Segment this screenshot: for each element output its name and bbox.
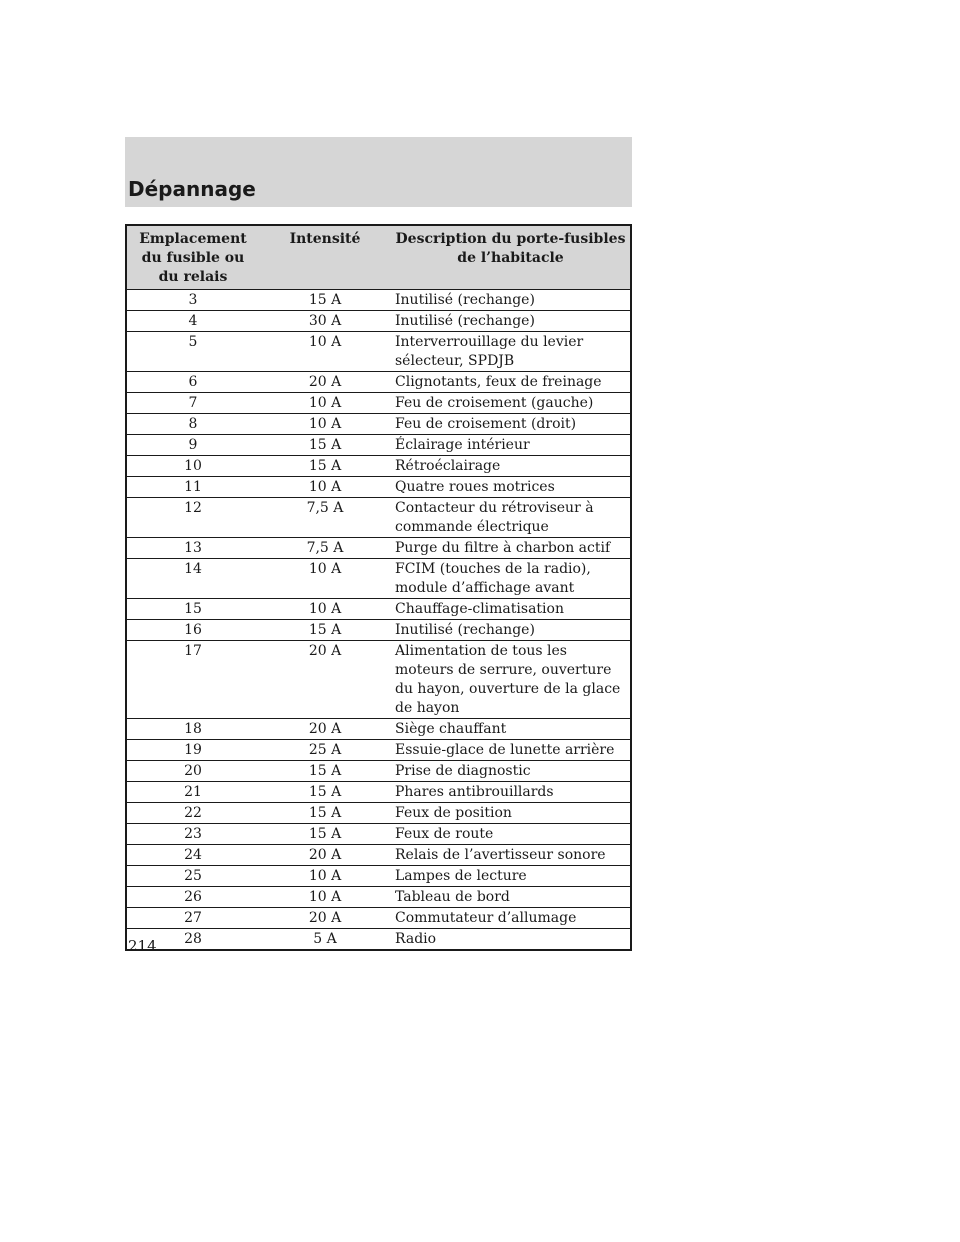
fuse-description: Rétroéclairage <box>391 456 631 477</box>
fuse-description: Relais de l’avertisseur sonore <box>391 845 631 866</box>
fuse-location: 27 <box>126 908 259 929</box>
fuse-location: 8 <box>126 414 259 435</box>
table-row <box>126 803 631 824</box>
section-title: Dépannage <box>128 177 256 201</box>
fuse-location: 12 <box>126 498 259 538</box>
table-row <box>126 599 631 620</box>
fuse-description: Lampes de lecture <box>391 866 631 887</box>
fuse-amperage: 15 A <box>259 290 391 311</box>
fuse-description: FCIM (touches de la radio), module d’affichage avant <box>391 559 631 599</box>
table-row <box>126 498 631 538</box>
fuse-location: 11 <box>126 477 259 498</box>
fuse-amperage: 10 A <box>259 559 391 599</box>
fuse-description: Feux de position <box>391 803 631 824</box>
fuse-location: 20 <box>126 761 259 782</box>
fuse-amperage: 10 A <box>259 332 391 372</box>
fuse-location: 15 <box>126 599 259 620</box>
fuse-location: 3 <box>126 290 259 311</box>
table-row <box>126 414 631 435</box>
column-header-location: Emplacement du fusible ou du relais <box>126 225 259 290</box>
fuse-description: Éclairage intérieur <box>391 435 631 456</box>
fuse-description: Feu de croisement (droit) <box>391 414 631 435</box>
fuse-amperage: 20 A <box>259 641 391 719</box>
fuse-amperage: 10 A <box>259 477 391 498</box>
fuse-description: Prise de diagnostic <box>391 761 631 782</box>
fuse-location: 6 <box>126 372 259 393</box>
fuse-amperage: 20 A <box>259 719 391 740</box>
fuse-location: 23 <box>126 824 259 845</box>
fuse-description: Inutilisé (rechange) <box>391 620 631 641</box>
fuse-description: Essuie-glace de lunette arrière <box>391 740 631 761</box>
fuse-location: 13 <box>126 538 259 559</box>
fuse-amperage: 25 A <box>259 740 391 761</box>
fuse-location: 24 <box>126 845 259 866</box>
fuse-amperage: 15 A <box>259 620 391 641</box>
table-row <box>126 435 631 456</box>
fuse-amperage: 15 A <box>259 435 391 456</box>
fuse-description: Feux de route <box>391 824 631 845</box>
table-row <box>126 538 631 559</box>
table-row <box>126 311 631 332</box>
page-number: 214 <box>128 937 157 955</box>
fuse-amperage: 7,5 A <box>259 498 391 538</box>
fuse-location: 16 <box>126 620 259 641</box>
fuse-amperage: 10 A <box>259 393 391 414</box>
table-row <box>126 332 631 372</box>
table-row <box>126 887 631 908</box>
table-row <box>126 372 631 393</box>
fuse-location: 14 <box>126 559 259 599</box>
fuse-amperage: 10 A <box>259 887 391 908</box>
fuse-description: Clignotants, feux de freinage <box>391 372 631 393</box>
table-row <box>126 641 631 719</box>
table-row <box>126 782 631 803</box>
fuse-description: Quatre roues motrices <box>391 477 631 498</box>
fuse-amperage: 10 A <box>259 599 391 620</box>
fuse-location: 9 <box>126 435 259 456</box>
table-row <box>126 719 631 740</box>
fuse-description: Commutateur d’allumage <box>391 908 631 929</box>
table-header-row <box>126 225 631 290</box>
fuse-description: Inutilisé (rechange) <box>391 290 631 311</box>
fuse-description: Phares antibrouillards <box>391 782 631 803</box>
fuse-location: 4 <box>126 311 259 332</box>
table-row <box>126 456 631 477</box>
fuse-description: Purge du filtre à charbon actif <box>391 538 631 559</box>
table-row <box>126 929 631 951</box>
fuse-description: Contacteur du rétroviseur à commande électrique <box>391 498 631 538</box>
fuse-description: Feu de croisement (gauche) <box>391 393 631 414</box>
fuse-amperage: 5 A <box>259 929 391 951</box>
fuse-description: Siège chauffant <box>391 719 631 740</box>
fuse-amperage: 20 A <box>259 845 391 866</box>
fuse-description: Alimentation de tous les moteurs de serrure, ouverture du hayon, ouverture de la glace de hayon <box>391 641 631 719</box>
table-body <box>126 290 631 951</box>
column-header-amperage: Intensité <box>259 225 391 290</box>
table-row <box>126 559 631 599</box>
table-row <box>126 740 631 761</box>
fuse-amperage: 15 A <box>259 824 391 845</box>
fuse-amperage: 20 A <box>259 908 391 929</box>
fuse-amperage: 20 A <box>259 372 391 393</box>
fuse-amperage: 15 A <box>259 782 391 803</box>
fuse-description: Interverrouillage du levier sélecteur, SPDJB <box>391 332 631 372</box>
fuse-amperage: 15 A <box>259 761 391 782</box>
column-header-description: Description du porte-fusibles de l’habitacle <box>391 225 631 290</box>
fuse-location: 25 <box>126 866 259 887</box>
fuse-location: 19 <box>126 740 259 761</box>
fuse-location: 17 <box>126 641 259 719</box>
fuse-location: 28 <box>126 929 259 951</box>
table-row <box>126 290 631 311</box>
fuse-location: 18 <box>126 719 259 740</box>
fuse-location: 21 <box>126 782 259 803</box>
table-row <box>126 908 631 929</box>
fuse-location: 10 <box>126 456 259 477</box>
fuse-table <box>125 224 632 951</box>
fuse-amperage: 10 A <box>259 866 391 887</box>
fuse-amperage: 10 A <box>259 414 391 435</box>
fuse-amperage: 7,5 A <box>259 538 391 559</box>
fuse-location: 22 <box>126 803 259 824</box>
fuse-description: Radio <box>391 929 631 951</box>
fuse-amperage: 15 A <box>259 803 391 824</box>
fuse-location: 5 <box>126 332 259 372</box>
fuse-description: Tableau de bord <box>391 887 631 908</box>
fuse-description: Inutilisé (rechange) <box>391 311 631 332</box>
fuse-location: 26 <box>126 887 259 908</box>
table-row <box>126 866 631 887</box>
table-row <box>126 393 631 414</box>
fuse-amperage: 30 A <box>259 311 391 332</box>
table-row <box>126 824 631 845</box>
table-row <box>126 477 631 498</box>
fuse-location: 7 <box>126 393 259 414</box>
table-row <box>126 620 631 641</box>
fuse-amperage: 15 A <box>259 456 391 477</box>
table-row <box>126 761 631 782</box>
table-row <box>126 845 631 866</box>
fuse-description: Chauffage-climatisation <box>391 599 631 620</box>
